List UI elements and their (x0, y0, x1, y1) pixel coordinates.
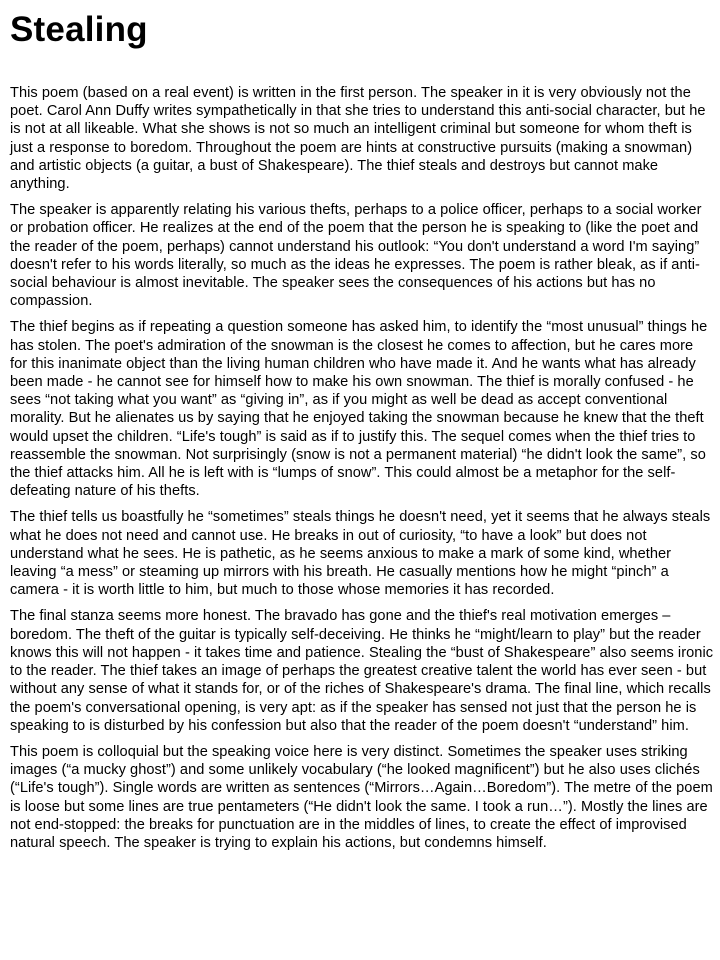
document-page (10, 8, 714, 860)
paragraph-final-stanza: The final stanza seems more honest. The bravado has gone and the thief's real motivation emerges – boredom. The theft of the guitar is typically self-deceiving. He thinks he “might/learn to play” but the reader knows this will not happen - it takes time and patience. Stealing the “bust of Shakespeare” also seems ironic to the reader. The thief takes an image of perhaps the greatest creative talent the world has ever seen - but without any sense of what it stands for, or of the riches of Shakespeare's drama. The final line, which recalls the poem's conversational opening, is very apt: as if the speaker has sensed not just that the person he is speaking to is disturbed by his confession but also that the reader of the poem doesn't “understand” him. (10, 608, 714, 734)
paragraph-speaker: The speaker is apparently relating his various thefts, perhaps to a police officer, perhaps to a social worker or probation officer. He realizes at the end of the poem that the person he is speaking to (like the poet and the reader of the poem, perhaps) cannot understand his outlook: “You don't understand a word I'm saying” doesn't refer to his words literally, so much as the ideas he expresses. The poem is rather bleak, as if anti-social behaviour is almost inevitable. The speaker sees the consequences of his actions but has no compassion. (10, 202, 702, 310)
paragraph-snowman: The thief begins as if repeating a question someone has asked him, to identify the “most unusual” things he has stolen. The poet's admiration of the snowman is the closest he comes to affection, but he cares more for this inanimate object than the living human children who have made it. And he wants what has already been made - he cannot see for himself how to make his own snowman. The thief is morally confused - he sees “not taking what you want” as “giving in”, as if you might as well be dead as accept conventional morality. But he alienates us by saying that he enjoyed taking the snowman because he knew that the theft would upset the children. “Life's tough” is said as if to justify this. The sequel comes when the thief tries to reassemble the snowman. Not surprisingly (snow is not a permanent material) “he didn't look the same”, so the thief attacks him. All he is left with is “lumps of snow”. This could almost be a metaphor for the self-defeating nature of his thefts. (10, 319, 708, 500)
paragraph-boastful: The thief tells us boastfully he “sometimes” steals things he doesn't need, yet it seems that he always steals what he does not need and cannot use. He breaks in out of curiosity, “to have a look” but does not understand what he sees. He is pathetic, as he seems anxious to make a mark of some kind, whether leaving “a mess” or steaming up mirrors with his breath. He casually mentions how he might “pinch” a camera - it is worth little to him, but much to those whose memories it has recorded. (10, 509, 711, 599)
paragraph-style: This poem is colloquial but the speaking voice here is very distinct. Sometimes the speaker uses striking images (“a mucky ghost”) and some unlikely vocabulary (“he looked magnificent”) but he also uses clichés (“Life's tough”). Single words are written as sentences (“Mirrors…Again…Boredom”). The metre of the poem is loose but some lines are true pentameters (“He didn't look the same. I took a run…”). Mostly the lines are not end-stopped: the breaks for punctuation are in the middles of lines, to create the effect of improvised natural speech. The speaker is trying to explain his actions, but condemns himself. (10, 743, 713, 851)
page-title: Stealing (10, 10, 148, 49)
paragraph-intro: This poem (based on a real event) is written in the first person. The speaker in it is very obviously not the poet. Carol Ann Duffy writes sympathetically in that she tries to understand this anti-social character, but he is not at all likeable. What she shows is not so much an intelligent criminal but someone for whom theft is just a response to boredom. Throughout the poem are hints at constructive pursuits (making a snowman) and artistic objects (a guitar, a bust of Shakespeare). The thief steals and destroys but cannot make anything. (10, 85, 706, 193)
